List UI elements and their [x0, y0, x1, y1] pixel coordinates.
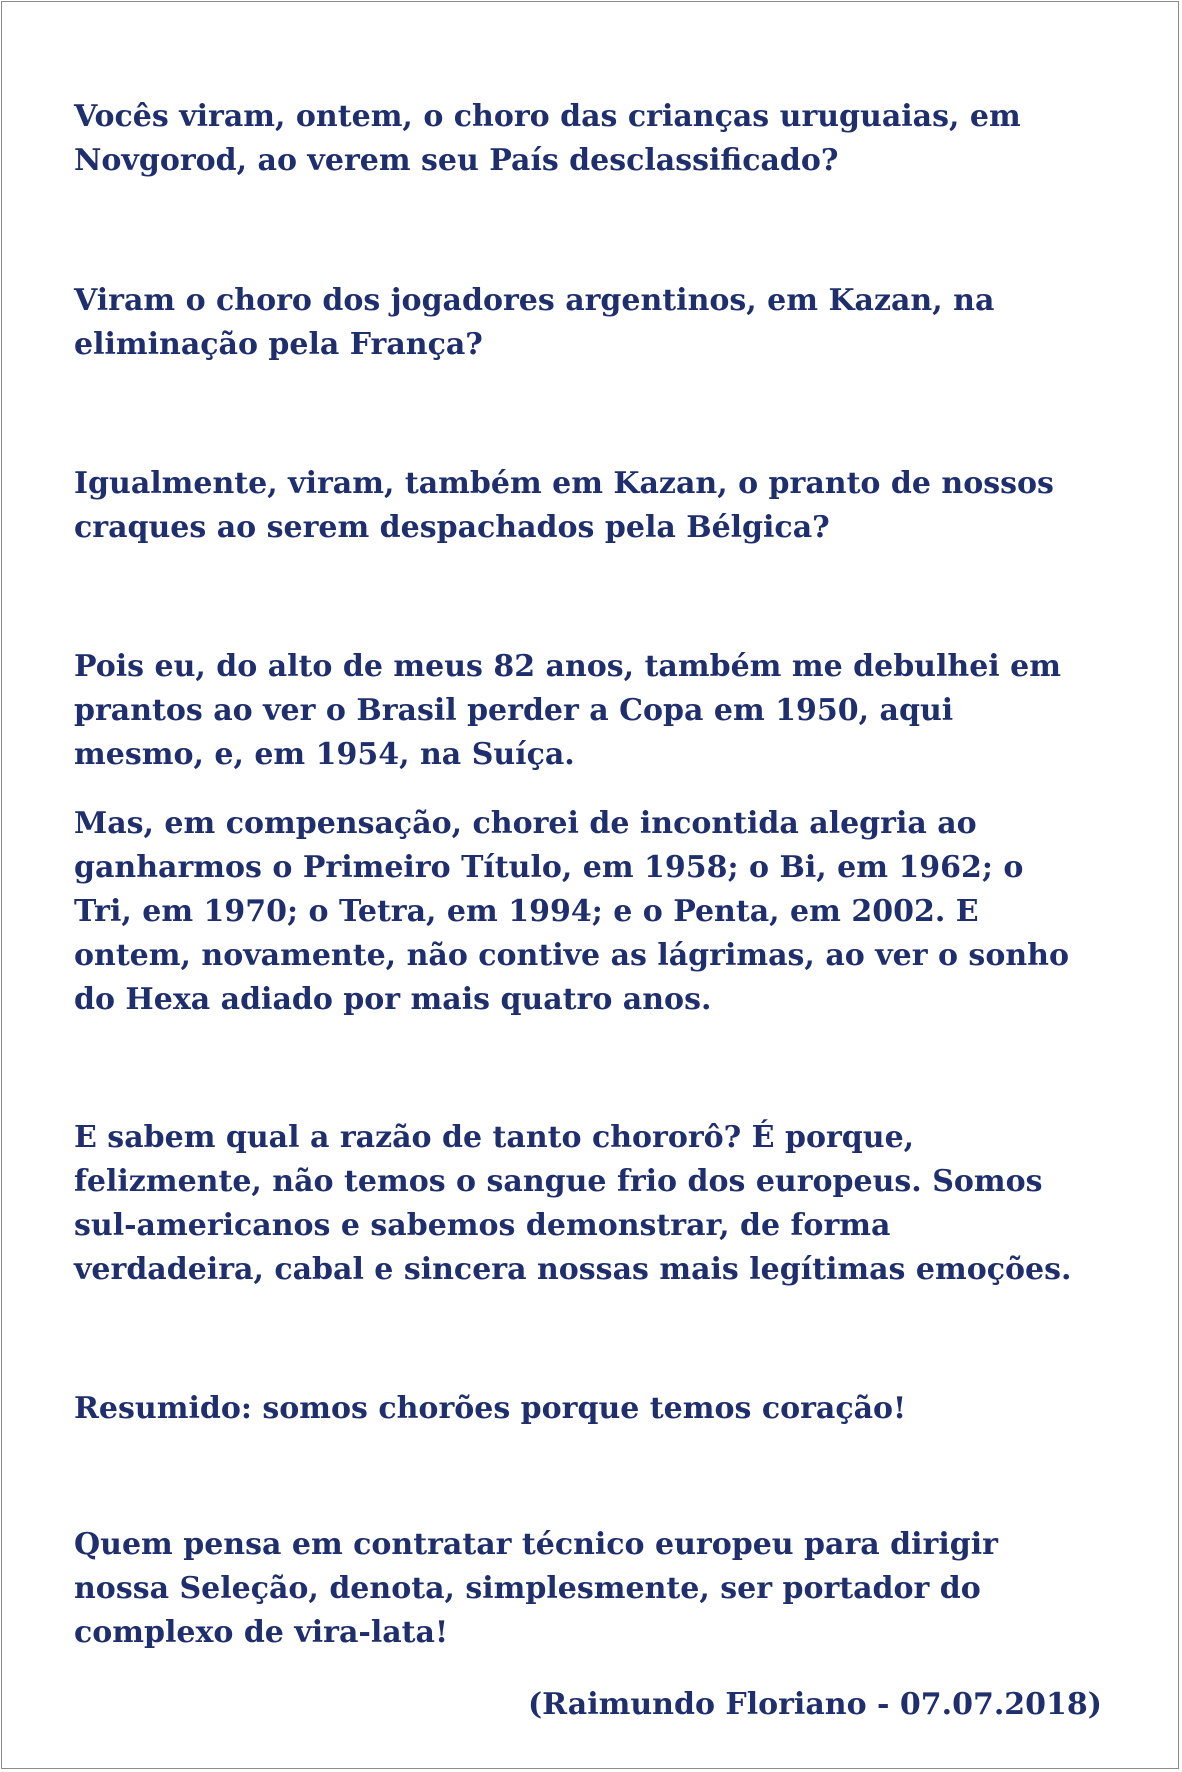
paragraph-1	[74, 95, 1134, 183]
author-signature: (Raimundo Floriano - 07.07.2018)	[527, 1687, 1102, 1722]
paragraph-line: Quem pensa em contratar técnico europeu para dirigir	[74, 1527, 998, 1562]
paragraph-6	[74, 1116, 1134, 1292]
paragraph-line: Vocês viram, ontem, o choro das crianças uruguaias, em	[74, 99, 1021, 134]
paragraph-line: Resumido: somos chorões porque temos coração!	[74, 1391, 907, 1426]
paragraph-line: eliminação pela França?	[74, 327, 483, 362]
paragraph-3	[74, 462, 1134, 550]
paragraph-8	[74, 1523, 1134, 1655]
paragraph-line: Novgorod, ao verem seu País desclassificado?	[74, 143, 839, 178]
paragraph-line: prantos ao ver o Brasil perder a Copa em 1950, aqui	[74, 693, 954, 728]
paragraph-line: Pois eu, do alto de meus 82 anos, também me debulhei em	[74, 649, 1061, 684]
paragraph-2	[74, 279, 1134, 367]
paragraph-line: E sabem qual a razão de tanto chororô? É porque,	[74, 1120, 915, 1155]
paragraph-line: Igualmente, viram, também em Kazan, o pranto de nossos	[74, 466, 1054, 501]
paragraph-line: do Hexa adiado por mais quatro anos.	[74, 982, 712, 1017]
paragraph-line: nossa Seleção, denota, simplesmente, ser portador do	[74, 1571, 981, 1606]
paragraph-line: sul-americanos e sabemos demonstrar, de forma	[74, 1208, 891, 1243]
paragraph-line: craques ao serem despachados pela Bélgica?	[74, 510, 830, 545]
paragraph-line: Viram o choro dos jogadores argentinos, em Kazan, na	[74, 283, 995, 318]
paragraph-4	[74, 645, 1134, 777]
paragraph-line: ganharmos o Primeiro Título, em 1958; o Bi, em 1962; o	[74, 850, 1024, 885]
paragraph-line: felizmente, não temos o sangue frio dos europeus. Somos	[74, 1164, 1043, 1199]
paragraph-line: ontem, novamente, não contive as lágrimas, ao ver o sonho	[74, 938, 1069, 973]
paragraph-line: Tri, em 1970; o Tetra, em 1994; e o Penta, em 2002. E	[74, 894, 979, 929]
paragraph-7	[74, 1387, 1134, 1431]
paragraph-line: Mas, em compensação, chorei de incontida alegria ao	[74, 806, 977, 841]
paragraph-line: complexo de vira-lata!	[74, 1615, 449, 1650]
paragraph-5	[74, 802, 1134, 1022]
paragraph-line: mesmo, e, em 1954, na Suíça.	[74, 737, 575, 772]
paragraph-line: verdadeira, cabal e sincera nossas mais legítimas emoções.	[74, 1252, 1072, 1287]
document-page	[1, 1, 1179, 1769]
